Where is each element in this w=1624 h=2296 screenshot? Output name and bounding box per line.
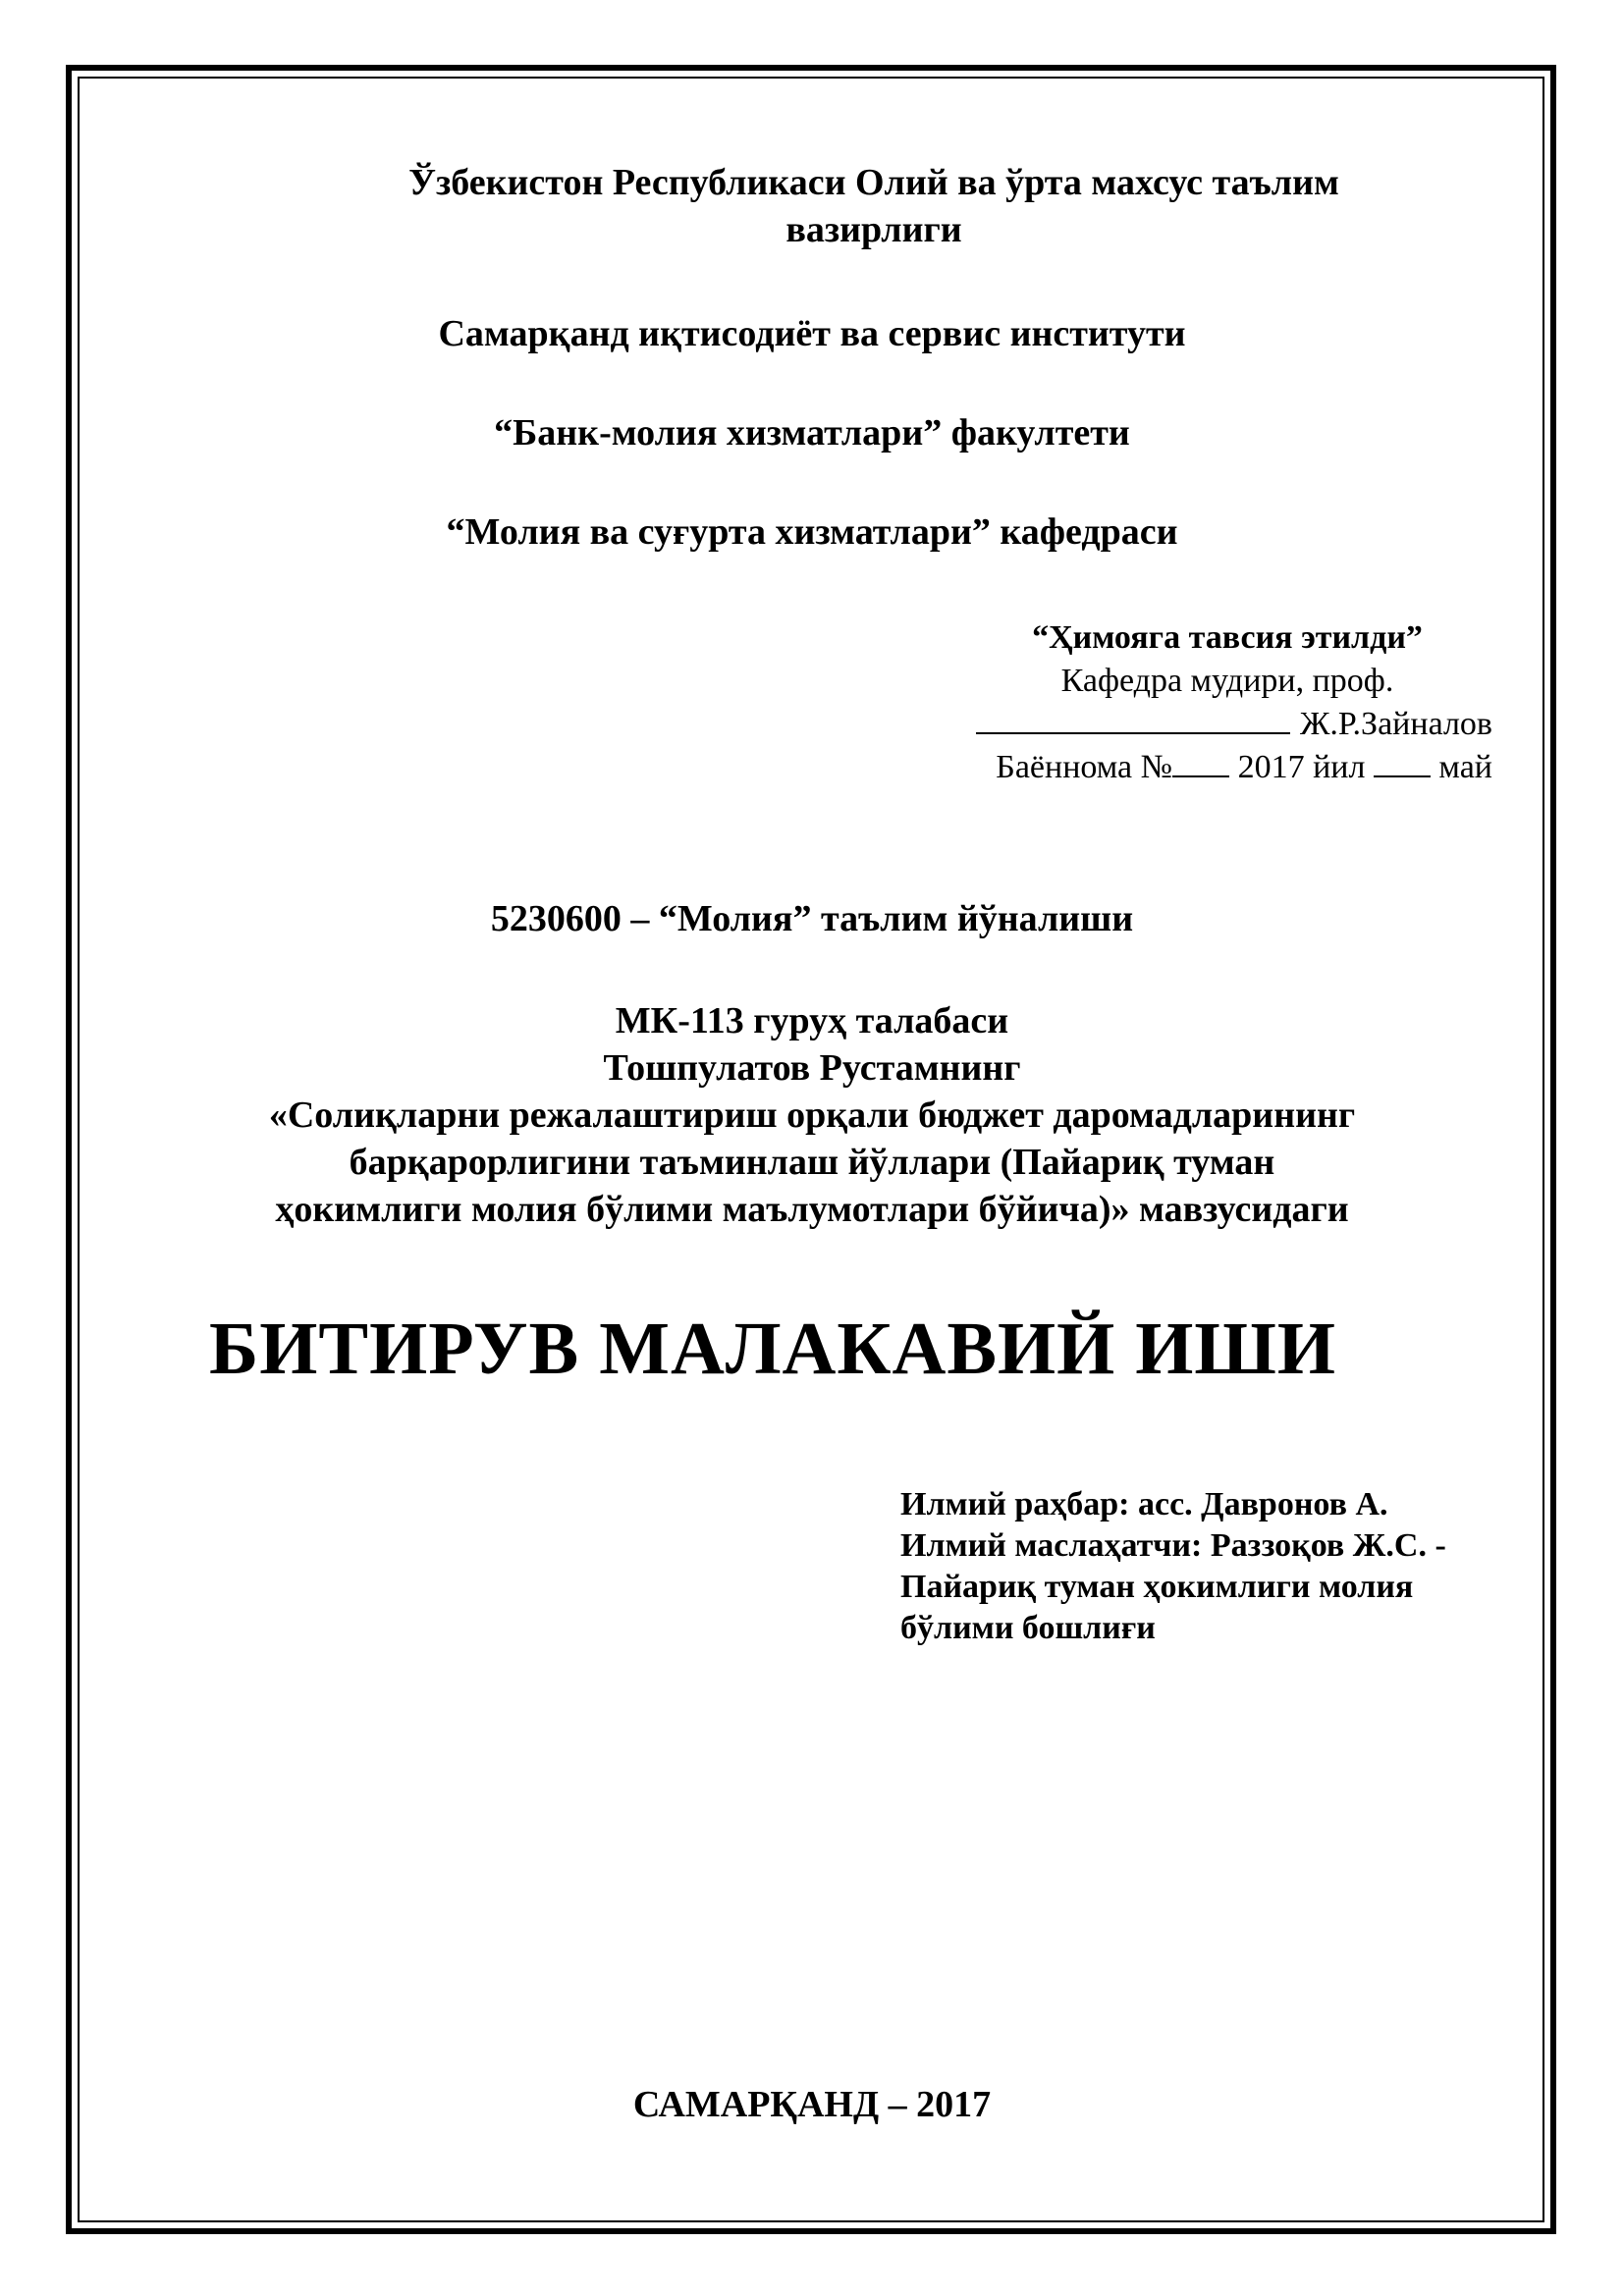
ministry-line-1: Ўзбекистон Республикаси Олий ва ўрта махсус таълим bbox=[408, 162, 1339, 203]
ministry-line-2: вазирлиги bbox=[785, 209, 962, 250]
approval-position: Кафедра мудири, проф. bbox=[1060, 663, 1394, 699]
protocol-month: май bbox=[1438, 749, 1492, 785]
student-name: Тошпулатов Рустамнинг bbox=[603, 1047, 1021, 1089]
protocol-day-blank bbox=[1374, 750, 1431, 777]
topic-line-3: ҳокимлиги молия бўлими маълумотлари бўйича)» мавзусидаги bbox=[275, 1189, 1349, 1230]
specialty: 5230600 – “Молия” таълим йўналиши bbox=[490, 898, 1134, 939]
ministry-heading bbox=[177, 159, 1571, 253]
thesis-topic bbox=[79, 1092, 1545, 1233]
student-group: МК-113 гуруҳ талабаси bbox=[615, 1000, 1009, 1041]
approval-signer: Ж.Р.Зайналов bbox=[1299, 706, 1492, 742]
advisors-block bbox=[900, 1484, 1529, 1649]
topic-line-1: «Солиқларни режалаштириш орқали бюджет даромадларининг bbox=[268, 1095, 1356, 1136]
student-info bbox=[79, 997, 1545, 1092]
faculty-name: “Банк-молия хизматлари” факултети bbox=[494, 412, 1130, 454]
advisor-line-2: Илмий маслаҳатчи: Раззоқов Ж.С. - bbox=[900, 1527, 1446, 1564]
department-name: “Молия ва суғурта хизматлари” кафедраси bbox=[446, 511, 1178, 553]
topic-line-2: барқарорлигини таъминлаш йўллари (Пайариқ туман bbox=[349, 1142, 1275, 1183]
protocol-year: 2017 йил bbox=[1237, 749, 1366, 785]
approval-protocol bbox=[884, 746, 1492, 789]
institute-name: Самарқанд иқтисодиёт ва сервис институти bbox=[438, 313, 1186, 354]
signature-blank bbox=[976, 705, 1290, 734]
advisor-line-1: Илмий раҳбар: асс. Давронов А. bbox=[900, 1486, 1388, 1522]
advisor-line-4: бўлими бошлиғи bbox=[900, 1610, 1156, 1646]
approval-signature-line bbox=[884, 703, 1492, 746]
approval-heading: “Ҳимояга тавсия этилди” bbox=[1032, 619, 1423, 656]
document-title: БИТИРУВ МАЛАКАВИЙ ИШИ bbox=[209, 1308, 1336, 1390]
city-year-footer: САМАРҚАНД – 2017 bbox=[632, 2084, 992, 2125]
advisor-line-3: Пайариқ туман ҳокимлиги молия bbox=[900, 1569, 1414, 1605]
approval-block bbox=[884, 616, 1492, 789]
protocol-number-blank bbox=[1172, 750, 1229, 777]
protocol-prefix: Баённома № bbox=[996, 749, 1173, 785]
